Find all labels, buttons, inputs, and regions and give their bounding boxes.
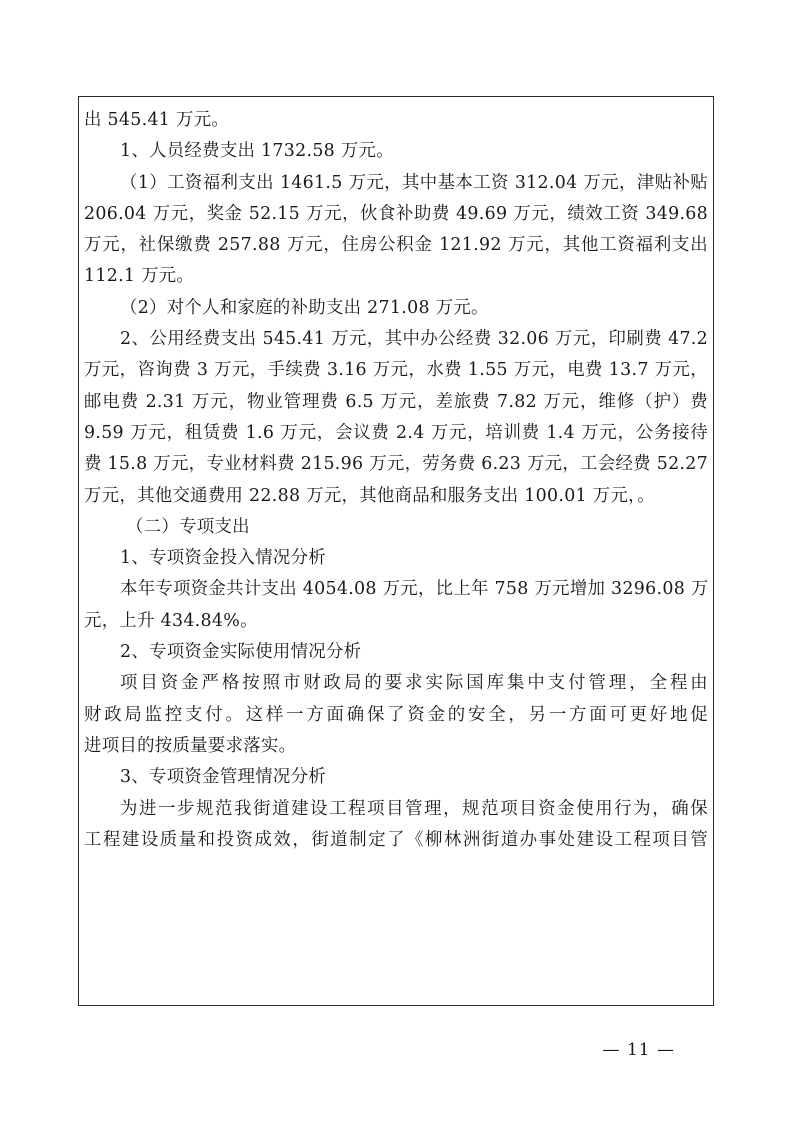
text-line: 本年专项资金共计支出 4054.08 万元，比上年 758 万元增加 3296.08 万 <box>120 579 709 600</box>
text-line: 为进一步规范我街道建设工程项目管理，规范项目资金使用行为，确保 <box>120 798 708 819</box>
text-line: 元，上升 434.84%。 <box>84 610 258 631</box>
section-heading: （二）专项支出 <box>126 516 250 537</box>
subsection-heading: 1、专项资金投入情况分析 <box>120 548 326 569</box>
body-text <box>84 105 708 856</box>
page-number: — 11 — <box>602 1040 675 1060</box>
text-line: 2、公用经费支出 545.41 万元，其中办公经费 32.06 万元，印刷费 47.2 <box>120 329 708 350</box>
text-line: 9.59 万元，租赁费 1.6 万元，会议费 2.4 万元，培训费 1.4 万元，公务接待 <box>84 422 708 443</box>
text-line: 财政局监控支付。这样一方面确保了资金的安全，另一方面可更好地促 <box>84 704 708 725</box>
subsection-heading: 3、专项资金管理情况分析 <box>120 767 326 788</box>
text-line: 工程建设质量和投资成效，街道制定了《柳林洲街道办事处建设工程项目管 <box>84 829 708 850</box>
text-line: 出 545.41 万元。 <box>84 110 230 130</box>
text-line: 万元，其他交通费用 22.88 万元，其他商品和服务支出 100.01 万元，。 <box>84 485 655 506</box>
text-line: 206.04 万元，奖金 52.15 万元，伙食补助费 49.69 万元，绩效工资 349.68 <box>84 203 708 224</box>
text-line: （2）对个人和家庭的补助支出 271.08 万元。 <box>120 297 489 318</box>
text-line: 万元，社保缴费 257.88 万元，住房公积金 121.92 万元，其他工资福利支出 <box>84 235 708 256</box>
subsection-heading: 2、专项资金实际使用情况分析 <box>120 642 362 663</box>
content-frame <box>78 96 714 1006</box>
text-line: 邮电费 2.31 万元，物业管理费 6.5 万元，差旅费 7.82 万元，维修（护）费 <box>84 391 708 412</box>
text-line: 万元，咨询费 3 万元，手续费 3.16 万元，水费 1.55 万元，电费 13.7 万元， <box>84 360 708 381</box>
text-line: （1）工资福利支出 1461.5 万元，其中基本工资 312.04 万元，津贴补贴 <box>120 172 708 193</box>
text-line: 112.1 万元。 <box>84 266 195 287</box>
text-line: 进项目的按质量要求落实。 <box>84 735 297 756</box>
text-line: 项目资金严格按照市财政局的要求实际国库集中支付管理，全程由 <box>120 673 708 694</box>
text-line: 1、人员经费支出 1732.58 万元。 <box>120 141 394 162</box>
text-line: 费 15.8 万元，专业材料费 215.96 万元，劳务费 6.23 万元，工会经费 52.27 <box>84 454 708 475</box>
